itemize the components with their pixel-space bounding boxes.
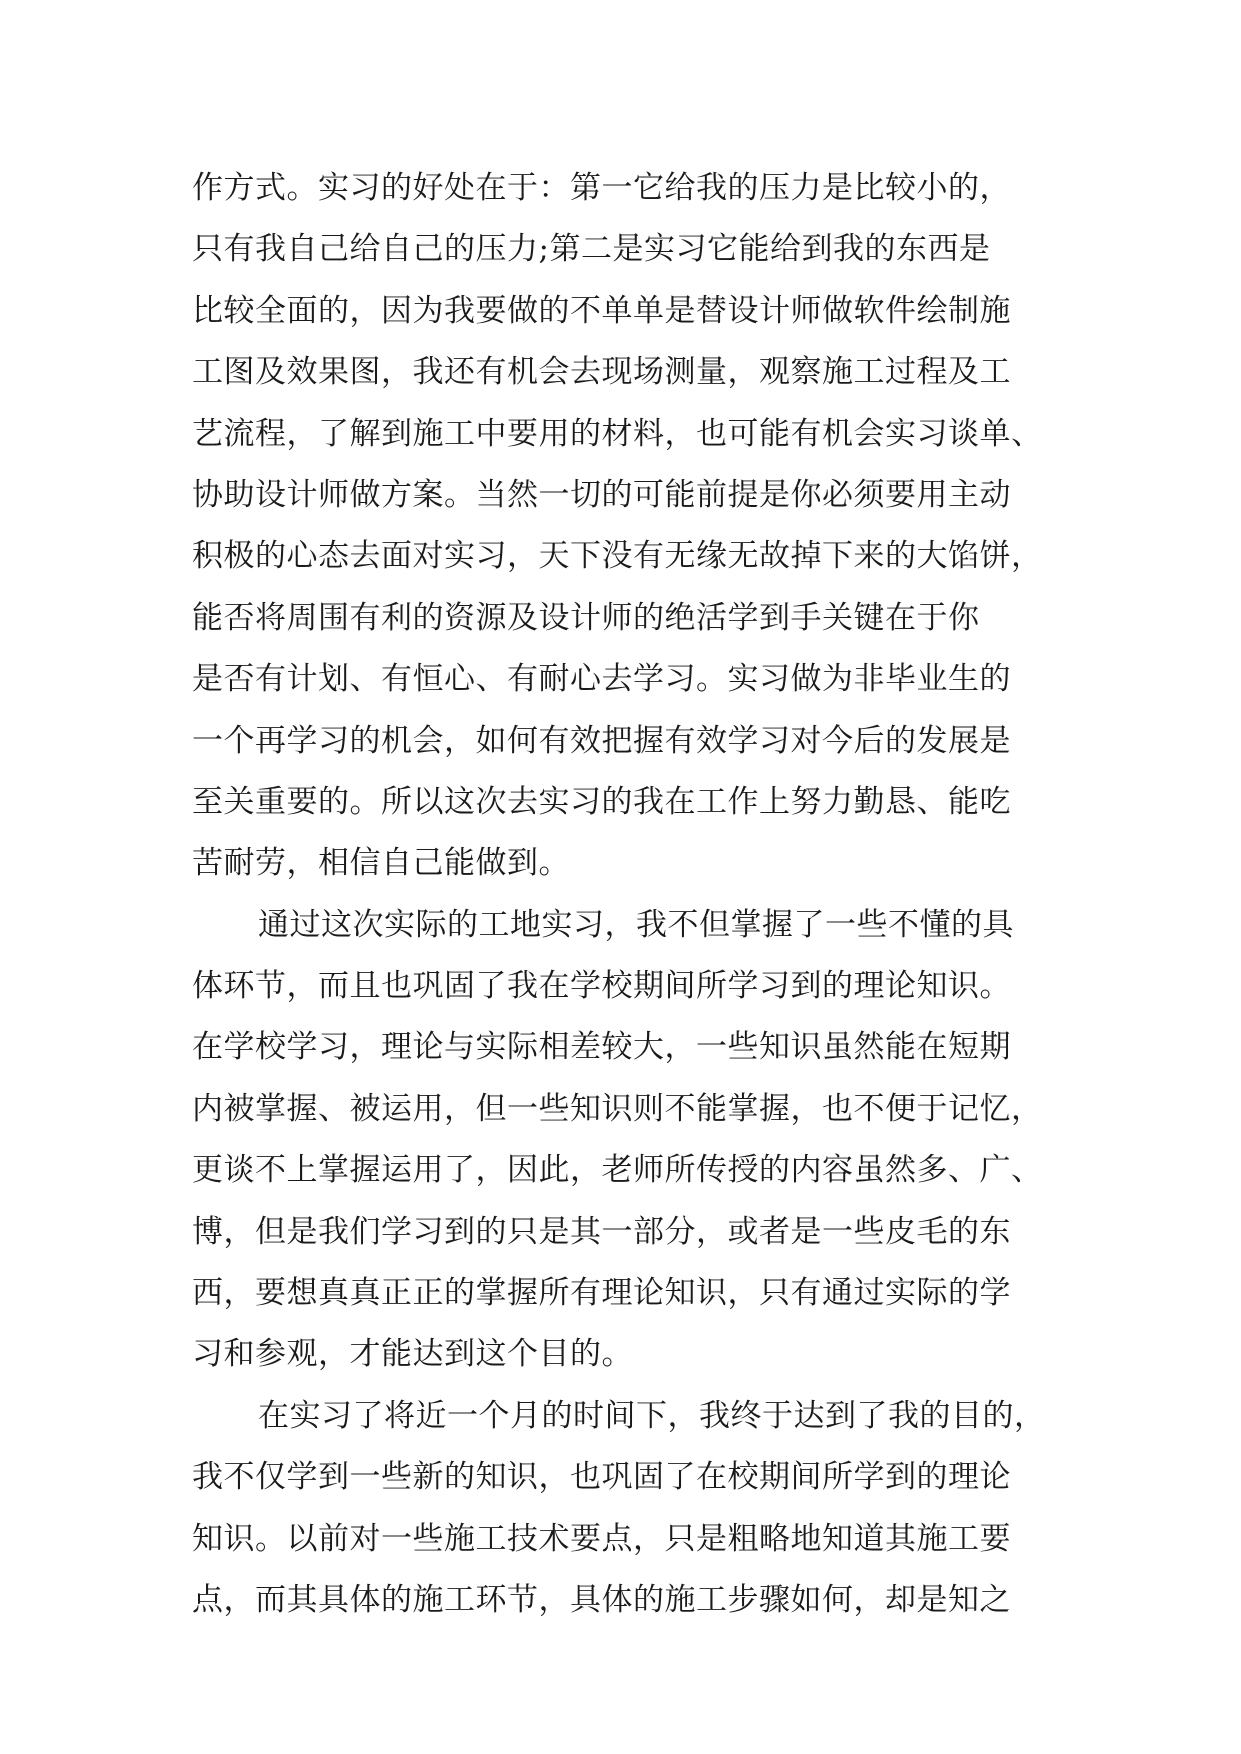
text-line: 西，要想真真正正的掌握所有理论知识，只有通过实际的学 [192,1275,1011,1312]
text-line: 作方式。实习的好处在于：第一它给我的压力是比较小的， [192,170,1011,206]
text-line: 习和参观，才能达到这个目的。 [192,1336,633,1373]
text-line: 苦耐劳，相信自己能做到。 [192,845,570,882]
text-line: 内被掌握、被运用，但一些知识则不能掌握，也不便于记忆， [192,1090,1043,1127]
text-line: 艺流程，了解到施工中要用的材料，也可能有机会实习谈单、 [192,415,1043,452]
text-line: 积极的心态去面对实习，天下没有无缘无故掉下来的大馅饼， [192,538,1043,575]
text-line: 是否有计划、有恒心、有耐心去学习。实习做为非毕业生的 [192,661,1011,698]
text-line: 点，而其具体的施工环节，具体的施工步骤如何，却是知之 [192,1581,1011,1618]
text-line: 能否将周围有利的资源及设计师的绝活学到手关键在于你 [192,599,980,636]
text-line: 更谈不上掌握运用了，因此，老师所传授的内容虽然多、广、 [192,1152,1043,1189]
paragraph-start-line: 在实习了将近一个月的时间下，我终于达到了我的目的， [258,1397,1046,1434]
paragraph-start-line: 通过这次实际的工地实习，我不但掌握了一些不懂的具 [258,906,1014,943]
text-line: 在学校学习，理论与实际相差较大，一些知识虽然能在短期 [192,1029,1011,1066]
text-line: 知识。以前对一些施工技术要点，只是粗略地知道其施工要 [192,1520,1011,1557]
text-line: 只有我自己给自己的压力;第二是实习它能给到我的东西是 [192,231,991,268]
text-line: 我不仅学到一些新的知识，也巩固了在校期间所学到的理论 [192,1459,1011,1496]
text-line: 体环节，而且也巩固了我在学校期间所学习到的理论知识。 [192,968,1011,1005]
text-line: 一个再学习的机会，如何有效把握有效学习对今后的发展是 [192,722,1011,759]
text-line: 比较全面的，因为我要做的不单单是替设计师做软件绘制施 [192,292,1011,329]
text-line: 协助设计师做方案。当然一切的可能前提是你必须要用主动 [192,476,1011,513]
text-line: 至关重要的。所以这次去实习的我在工作上努力勤恳、能吃 [192,783,1011,820]
body-text [192,158,1092,1631]
text-line: 博，但是我们学习到的只是其一部分，或者是一些皮毛的东 [192,1213,1011,1250]
text-line: 工图及效果图，我还有机会去现场测量，观察施工过程及工 [192,354,1011,391]
